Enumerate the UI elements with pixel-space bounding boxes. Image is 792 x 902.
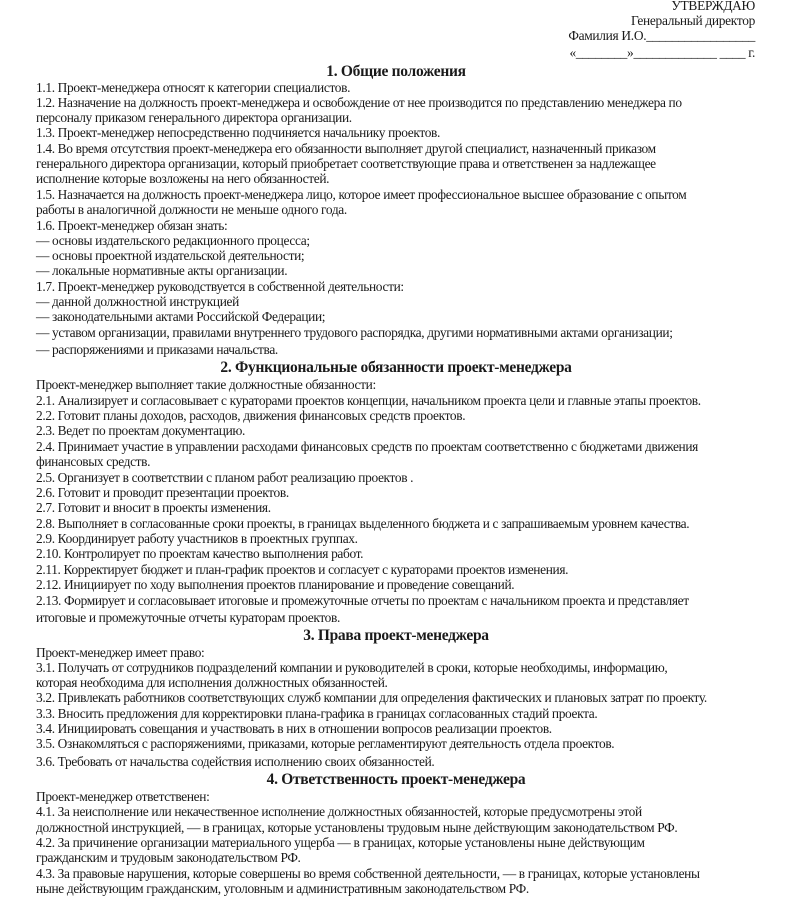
text-line: — уставом организации, правилами внутреннего трудового распорядка, другими нормативными актами организации; bbox=[36, 325, 673, 340]
text-line: — распоряжениями и приказами начальства. bbox=[36, 342, 278, 357]
text-line: 3.5. Ознакомляться с распоряжениями, приказами, которые регламентируют деятельность отдела проектов. bbox=[36, 736, 615, 751]
text-line: — основы издательского редакционного процесса; bbox=[36, 233, 310, 248]
text-line: Проект-менеджер ответственен: bbox=[36, 789, 210, 804]
text-line: 3.6. Требовать от начальства содействия исполнению своих обязанностей. bbox=[36, 754, 435, 769]
text-line: 2.13. Формирует и согласовывает итоговые и промежуточные отчеты по проектам с начальником проекта и представляет bbox=[36, 593, 689, 608]
text-line: работы в аналогичной должности не меньше одного года. bbox=[36, 202, 347, 217]
text-line: 2.4. Принимает участие в управлении расходами финансовых средств по проектам соответственно с бюджетами движения bbox=[36, 439, 698, 454]
text-line: 4.1. За неисполнение или некачественное исполнение должностных обязанностей, которые предусмотрены этой bbox=[36, 804, 642, 819]
text-line: 3.3. Вносить предложения для корректировки плана-графика в границах согласованных стадий проекта. bbox=[36, 706, 598, 721]
text-line: — данной должностной инструкцией bbox=[36, 294, 239, 309]
section-heading: 1. Общие положения bbox=[326, 63, 466, 80]
text-line: 2.7. Готовит и вносит в проекты изменения. bbox=[36, 500, 271, 515]
text-line: гражданским и трудовым законодательством РФ. bbox=[36, 850, 301, 865]
text-line: — законодательными актами Российской Федерации; bbox=[36, 309, 326, 324]
section-heading: 4. Ответственность проект-менеджера bbox=[266, 771, 526, 788]
text-line: 2.6. Готовит и проводит презентации проектов. bbox=[36, 485, 289, 500]
text-line: 3.4. Инициировать совещания и участвовать в них в отношении вопросов реализации проектов. bbox=[36, 721, 552, 736]
approval-title: УТВЕРЖДАЮ bbox=[671, 0, 755, 13]
text-line: 1.7. Проект-менеджер руководствуется в собственной деятельности: bbox=[36, 279, 404, 294]
text-line: 4.2. За причинение организации материального ущерба — в границах, которые установлены ныне действующим bbox=[36, 835, 645, 850]
text-line: генерального директора организации, который приобретает соответствующие права и ответственен за надлежащее bbox=[36, 156, 656, 171]
text-line: 1.3. Проект-менеджер непосредственно подчиняется начальнику проектов. bbox=[36, 125, 441, 140]
text-line: 2.10. Контролирует по проектам качество выполнения работ. bbox=[36, 546, 364, 561]
text-line: — локальные нормативные акты организации. bbox=[36, 263, 288, 278]
text-line: ныне действующим гражданским, уголовным и административным законодательством РФ. bbox=[36, 881, 529, 896]
approval-name-line: Фамилия И.О._________________ bbox=[568, 28, 755, 43]
text-line: 3.2. Привлекать работников соответствующих служб компании для определения фактических и плановых затрат по проекту. bbox=[36, 690, 707, 705]
text-line: 1.1. Проект-менеджера относят к категории специалистов. bbox=[36, 80, 351, 95]
text-line: 2.5. Организует в соответствии с планом работ реализацию проектов . bbox=[36, 470, 414, 485]
text-line: 2.12. Инициирует по ходу выполнения проектов планирование и проведение совещаний. bbox=[36, 577, 515, 592]
text-line: 1.6. Проект-менеджер обязан знать: bbox=[36, 218, 228, 233]
approval-position: Генеральный директор bbox=[630, 13, 755, 28]
text-line: персоналу приказом генерального директора организации. bbox=[36, 110, 352, 125]
section-heading: 3. Права проект-менеджера bbox=[303, 627, 489, 644]
text-line: 2.11. Корректирует бюджет и план-график проектов и согласует с кураторами проектов изменения. bbox=[36, 562, 569, 577]
text-line: должностной инструкцией, — в границах, которые установлены трудовым ныне действующим законодательством РФ. bbox=[36, 820, 678, 835]
text-line: Проект-менеджер имеет право: bbox=[36, 645, 205, 660]
text-line: финансовых средств. bbox=[36, 454, 151, 469]
approval-date-line: «________»_____________ ____ г. bbox=[569, 45, 755, 60]
text-line: исполнение которые возложены на него обязанностей. bbox=[36, 171, 330, 186]
text-line: 4.3. За правовые нарушения, которые совершены во время собственной деятельности, — в границах, которые установлены bbox=[36, 866, 700, 881]
text-line: 3.1. Получать от сотрудников подразделений компании и руководителей в сроки, которые необходимы, информацию, bbox=[36, 660, 668, 675]
text-line: 1.4. Во время отсутствия проект-менеджера его обязанности выполняет другой специалист, назначенный приказом bbox=[36, 141, 656, 156]
text-line: итоговые и промежуточные отчеты кураторам проектов. bbox=[36, 610, 340, 625]
text-line: 2.9. Координирует работу участников в проектных группах. bbox=[36, 531, 358, 546]
text-line: 2.8. Выполняет в согласованные сроки проекты, в границах выделенного бюджета и с запрашиваемым уровнем качества. bbox=[36, 516, 690, 531]
text-line: 2.1. Анализирует и согласовывает с кураторами проектов концепции, начальником проекта цели и главные этапы проектов. bbox=[36, 393, 701, 408]
text-line: 1.2. Назначение на должность проект-менеджера и освобождение от нее производится по представлению менеджера по bbox=[36, 95, 682, 110]
text-line: Проект-менеджер выполняет такие должностные обязанности: bbox=[36, 377, 376, 392]
text-line: 1.5. Назначается на должность проект-менеджера лицо, которое имеет профессиональное высшее образование с опытом bbox=[36, 187, 687, 202]
text-line: 2.2. Готовит планы доходов, расходов, движения финансовых средств проектов. bbox=[36, 408, 466, 423]
text-line: — основы проектной издательской деятельности; bbox=[36, 248, 305, 263]
section-heading: 2. Функциональные обязанности проект-менеджера bbox=[220, 359, 572, 376]
text-line: которая необходима для исполнения должностных обязанностей. bbox=[36, 675, 388, 690]
text-line: 2.3. Ведет по проектам документацию. bbox=[36, 423, 246, 438]
